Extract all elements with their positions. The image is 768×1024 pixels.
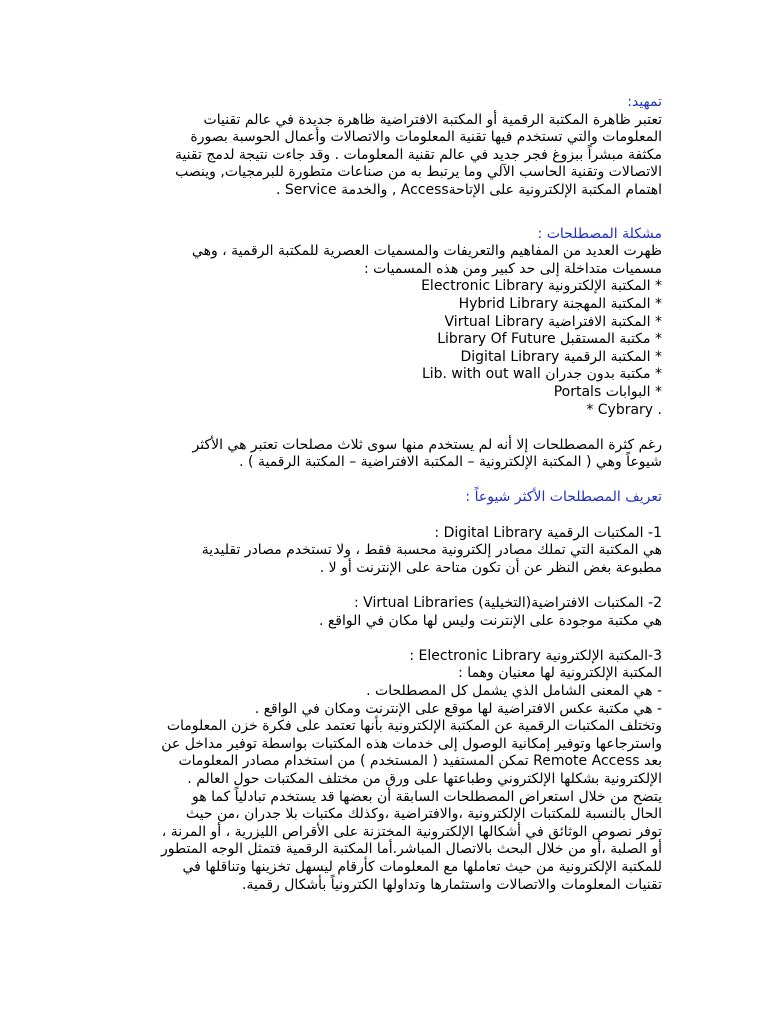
terms-conclusion-line: شيوعاً وهي ( المكتبة الإلكترونية – المكتبة الافتراضية – المكتبة الرقمية ) . (239, 454, 662, 471)
terms-list-item: * المكتبة الرقمية Digital Library (460, 348, 662, 365)
definitions-heading-text: تعريف المصطلحات الأكثر شيوعاً : (465, 489, 662, 506)
definition-electronic-line: وتختلف المكتبات الرقمية عن المكتبة الإلكترونية بأنها تعتمد على فكرة خزن المعلومات (166, 718, 662, 735)
terms-problem-line: مسميات متداخلة إلى حد كبير ومن هذه المسميات : (364, 260, 662, 277)
terms-conclusion (118, 437, 662, 472)
definition-electronic (118, 648, 662, 894)
definition-virtual (118, 595, 662, 630)
definition-digital-line: مطبوعة بغض النظر عن أن تكون متاحة على الإنترنت أو لا . (319, 559, 662, 576)
definition-electronic-line: - هي مكتبة عكس الافتراضية لها موقع على الإنترنت ومكان في الواقع . (254, 700, 662, 717)
intro-heading (118, 94, 662, 112)
terms-list-item: * البوابات Portals (553, 383, 662, 400)
intro-line: المعلومات والتي تستخدم فيها تقنية المعلومات والاتصالات وأعمال الحوسبة بصورة (190, 129, 662, 146)
terms-list-item: * المكتبة الإلكترونية Electronic Library (421, 278, 662, 295)
terms-list-item: * مكتبة بدون جدران Lib. with out wall (421, 366, 662, 383)
intro-heading-text: تمهيد: (627, 94, 662, 110)
terms-problem-paragraph (118, 243, 662, 278)
terms-list-item: * المكتبة المهجنة Hybrid Library (458, 295, 662, 312)
terms-problem-heading (118, 226, 662, 244)
definition-electronic-line: واسترجاعها وتوفير إمكانية الوصول إلى خدمات هذه المكتبات بواسطة توفير مداخل عن (161, 735, 662, 752)
definition-electronic-line: المكتبة الإلكترونية لها معنيان وهما : (458, 665, 662, 682)
definition-electronic-title: 3-المكتبة الإلكترونية Electronic Library : (409, 647, 662, 664)
terms-list (118, 278, 662, 419)
intro-line: اهتمام المكتبة الإلكترونية على الإتاحةAccess , والخدمة Service . (275, 181, 662, 198)
definitions-heading (118, 489, 662, 507)
definition-electronic-line: - هي المعنى الشامل الذي يشمل كل المصطلحات . (366, 683, 662, 699)
document-body (118, 94, 662, 894)
definition-electronic-line: توفر نصوص الوثائق في أشكالها الإلكترونية المختزنة على الأقراص الليزرية ، أو المرنة ، (161, 823, 662, 840)
definition-electronic-line: تقنيات المعلومات والاتصالات واستثمارها وتداولها الكترونياً بأشكال رقمية. (242, 876, 662, 893)
terms-list-item: * مكتبة المستقبل Library Of Future (437, 331, 662, 348)
definition-electronic-line: أو الصلبة ،أو من خلال البحث بالاتصال المباشر.أما المكتبة الرقمية فتمثل الوجه المتطور (161, 841, 662, 858)
definition-electronic-line: يتضح من خلال استعراض المصطلحات السابقة أن بعضها قد يستخدم تبادلياً كما هو (192, 788, 662, 805)
definition-digital-line: هي المكتبة التي تملك مصادر إلكترونية محسبة فقط ، ولا تستخدم مصادر تقليدية (201, 542, 662, 559)
definition-virtual-line: هي مكتبة موجودة على الإنترنت وليس لها مكان في الواقع . (318, 612, 662, 629)
terms-problem-line: ظهرت العديد من المفاهيم والتعريفات والمسميات العصرية للمكتبة الرقمية ، وهي (191, 243, 662, 260)
intro-line: الاتصالات وتقنية الحاسب الآلي وما يرتبط به من صناعات متطورة للبرمجيات, وينصب (175, 164, 662, 181)
definition-electronic-line: الإلكترونية بشكلها الإلكتروني وطباعتها على ورق من مختلف المكتبات حول العالم . (187, 770, 662, 787)
intro-line: مكثفة مبشراً ببزوغ فجر جديد في عالم تقنية المعلومات . وقد جاءت نتيجة لدمج تقنية (174, 146, 662, 163)
terms-list-item: * Cybrary . (586, 401, 662, 418)
definition-virtual-title: 2- المكتبات الافتراضية(التخيلية) Virtual Libraries : (354, 595, 662, 612)
definition-electronic-line: الحال بالنسبة للمكتبات الإلكترونية ،والافتراضية ،وكذلك مكتبات بلا جدران ،من حيث (185, 806, 662, 823)
intro-line: تعتبر ظاهرة المكتبة الرقمية أو المكتبة الافتراضية ظاهرة جديدة في عالم تقنيات (203, 111, 662, 128)
terms-conclusion-line: رغم كثرة المصطلحات إلا أنه لم يستخدم منها سوى ثلاث مصلحات تعتبر هي الأكثر (192, 436, 662, 453)
definition-electronic-line: بعد Remote Access تمكن المستفيد ( المستخدم ) من استخدام مصادر المعلومات (178, 753, 662, 770)
terms-problem-heading-text: مشكلة المصطلحات : (537, 225, 662, 242)
definition-digital-title: 1- المكتبات الرقمية Digital Library : (434, 524, 662, 541)
definition-digital (118, 525, 662, 578)
definition-electronic-line: للمكتبة الإلكترونية من حيث تعاملها مع المعلومات كأرقام ليسهل تخزينها وتناقلها في (182, 858, 662, 875)
intro-paragraph (118, 112, 662, 200)
terms-list-item: * المكتبة الافتراضية Virtual Library (444, 313, 662, 330)
